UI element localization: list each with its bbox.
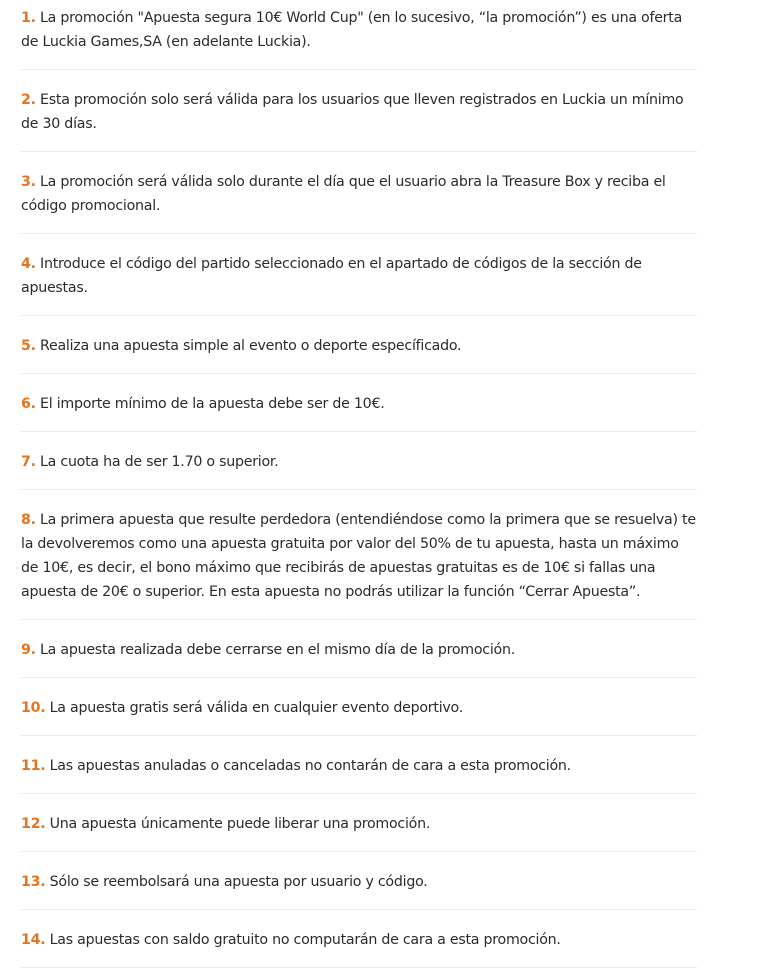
term-text: La apuesta gratis será válida en cualquier evento deportivo. bbox=[49, 700, 463, 716]
term-item-10 bbox=[21, 690, 697, 736]
term-item-4 bbox=[21, 246, 697, 316]
term-item-5 bbox=[21, 328, 697, 374]
term-number: 2. bbox=[21, 92, 36, 108]
term-text: Esta promoción solo será válida para los usuarios que lleven registrados en Luckia un mínimo de 30 días. bbox=[21, 92, 684, 132]
term-item-2 bbox=[21, 82, 697, 152]
term-text: El importe mínimo de la apuesta debe ser de 10€. bbox=[40, 396, 385, 412]
term-item-7 bbox=[21, 444, 697, 490]
term-item-6 bbox=[21, 386, 697, 432]
term-number: 3. bbox=[21, 174, 36, 190]
term-item-14 bbox=[21, 922, 697, 968]
term-number: 1. bbox=[21, 10, 36, 26]
term-item-13 bbox=[21, 864, 697, 910]
term-text: La apuesta realizada debe cerrarse en el mismo día de la promoción. bbox=[40, 642, 515, 658]
term-text: Realiza una apuesta simple al evento o deporte específicado. bbox=[40, 338, 462, 354]
term-text: Las apuestas anuladas o canceladas no contarán de cara a esta promoción. bbox=[49, 758, 571, 774]
term-text: La promoción "Apuesta segura 10€ World Cup" (en lo sucesivo, “la promoción”) es una oferta de Luckia Games,SA (en adelante Luckia). bbox=[21, 10, 683, 50]
term-number: 13. bbox=[21, 874, 46, 890]
term-text: La cuota ha de ser 1.70 o superior. bbox=[40, 454, 279, 470]
term-item-11 bbox=[21, 748, 697, 794]
term-number: 10. bbox=[21, 700, 46, 716]
term-number: 7. bbox=[21, 454, 36, 470]
term-text: Una apuesta únicamente puede liberar una promoción. bbox=[49, 816, 431, 832]
term-text: La promoción será válida solo durante el día que el usuario abra la Treasure Box y reciba el código promocional. bbox=[21, 174, 666, 214]
term-item-3 bbox=[21, 164, 697, 234]
term-text: Sólo se reembolsará una apuesta por usuario y código. bbox=[49, 874, 428, 890]
term-number: 11. bbox=[21, 758, 46, 774]
term-number: 5. bbox=[21, 338, 36, 354]
term-item-1 bbox=[21, 0, 697, 70]
term-item-12 bbox=[21, 806, 697, 852]
term-item-8 bbox=[21, 502, 697, 620]
term-text: La primera apuesta que resulte perdedora (entendiéndose como la primera que se resuelva) te la devolveremos como una apuesta gratuita por valor del 50% de tu apuesta, hasta un máximo de 10€, es decir, el bono máximo que recibirás de apuestas gratuitas es de 10€ si fallas una apuesta de 20€ o superior. En esta apuesta no podrás utilizar la función “Cerrar Apuesta”. bbox=[21, 512, 696, 600]
term-number: 12. bbox=[21, 816, 46, 832]
term-number: 9. bbox=[21, 642, 36, 658]
term-number: 4. bbox=[21, 256, 36, 272]
term-number: 14. bbox=[21, 932, 46, 948]
term-text: Las apuestas con saldo gratuito no computarán de cara a esta promoción. bbox=[49, 932, 561, 948]
term-item-9 bbox=[21, 632, 697, 678]
term-number: 6. bbox=[21, 396, 36, 412]
term-text: Introduce el código del partido seleccionado en el apartado de códigos de la sección de apuestas. bbox=[21, 256, 642, 296]
term-number: 8. bbox=[21, 512, 36, 528]
